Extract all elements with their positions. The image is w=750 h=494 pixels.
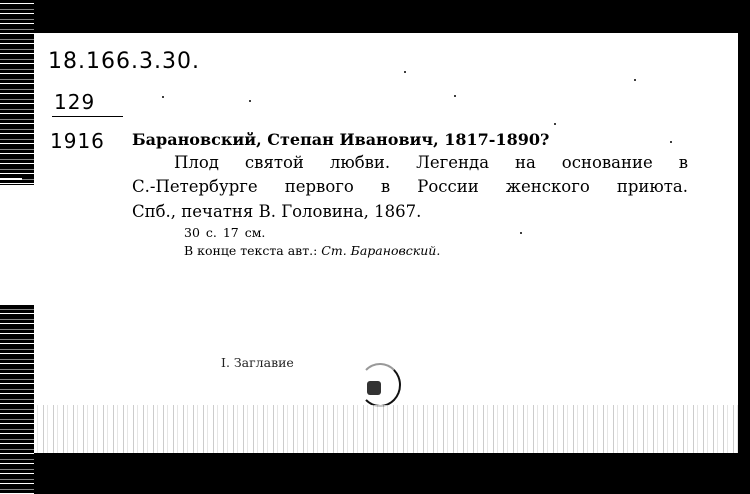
note-prefix: В конце текста авт.: bbox=[184, 243, 322, 258]
speck bbox=[670, 141, 672, 143]
speck bbox=[454, 95, 456, 97]
author-heading: Барановский, Степан Иванович, 1817-1890? bbox=[132, 130, 550, 149]
imprint-line: Спб., печатня В. Головина, 1867. bbox=[132, 202, 422, 221]
speck bbox=[554, 123, 556, 125]
shelf-mark: 18.166.3.30. bbox=[48, 49, 200, 74]
title-line-1: Плод святой любви. Легенда на основание в bbox=[174, 153, 688, 172]
note-author: Ст. Барановский. bbox=[321, 243, 441, 258]
speck bbox=[249, 100, 251, 102]
card-number: 129 bbox=[54, 90, 96, 114]
card-year: 1916 bbox=[50, 129, 105, 153]
speck bbox=[634, 79, 636, 81]
physical-description: 30 с. 17 см. bbox=[184, 225, 266, 240]
speck bbox=[520, 232, 522, 234]
bottom-edge bbox=[34, 453, 750, 494]
title-line-2: С.-Петербурге первого в России женского приюта. bbox=[132, 177, 688, 196]
film-edge-panel bbox=[0, 185, 34, 305]
punch-hole-icon bbox=[359, 363, 401, 407]
edge-mark bbox=[0, 178, 22, 180]
tracing: I. Заглавие bbox=[221, 355, 294, 370]
speck bbox=[404, 71, 406, 73]
catalog-card bbox=[34, 33, 738, 453]
bottom-bleed-through bbox=[34, 405, 738, 453]
speck bbox=[162, 96, 164, 98]
note bbox=[184, 243, 440, 258]
